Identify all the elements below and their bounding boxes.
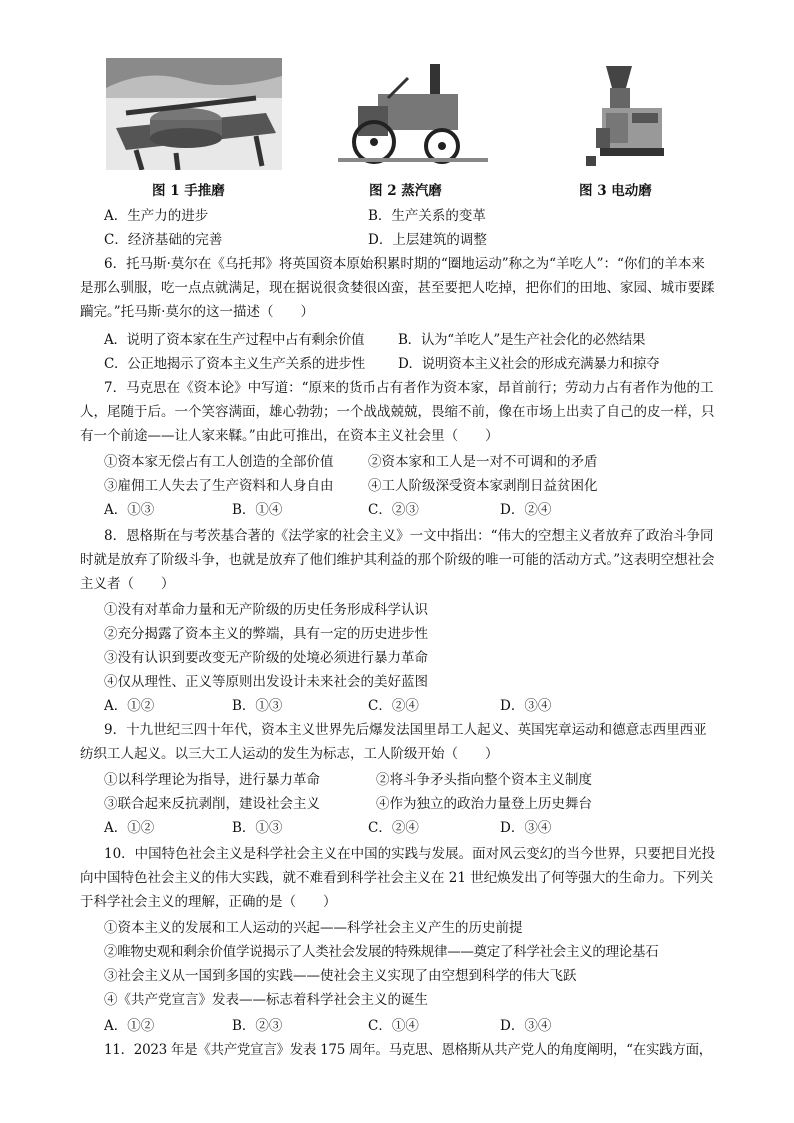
q10-option-b[interactable]: B．②③ bbox=[232, 1018, 283, 1034]
q11-stem: 11．2023 年是《共产党宣言》发表 175 周年。马克思、恩格斯从共产党人的角度阐明，“在实践方面， bbox=[104, 1042, 712, 1058]
q8-option-d[interactable]: D．③④ bbox=[500, 698, 552, 714]
q7-item-3: ③雇佣工人失去了生产资料和人身自由 bbox=[104, 478, 334, 494]
q8-item-3: ③没有认识到要改变无产阶级的处境必须进行暴力革命 bbox=[104, 650, 428, 666]
q7-stem: 7．马克思在《资本论》中写道：“原来的货币占有者作为资本家，昂首前行；劳动力占有者作为他的工人，尾随于后。一个笑容满面，雄心勃勃；一个战战兢兢，畏缩不前，像在市场上出卖了自己的皮一样，只有一个前途——让人家来鞣。”由此可推出，在资本主义社会里（ ） bbox=[80, 380, 715, 444]
q10-option-d[interactable]: D．③④ bbox=[500, 1018, 552, 1034]
q5-option-a[interactable]: A．生产力的进步 bbox=[104, 208, 209, 224]
q9-item-3: ③联合起来反抗剥削，建设社会主义 bbox=[104, 796, 320, 812]
q5-option-c[interactable]: C．经济基础的完善 bbox=[104, 232, 223, 248]
q8-option-b[interactable]: B．①③ bbox=[232, 698, 283, 714]
q5-option-d[interactable]: D．上层建筑的调整 bbox=[368, 232, 487, 248]
q7-option-b[interactable]: B．①④ bbox=[232, 502, 283, 518]
figure-2-steam-mill bbox=[338, 58, 488, 170]
q6-option-a[interactable]: A．说明了资本家在生产过程中占有剩余价值 bbox=[104, 332, 365, 348]
q6-option-d[interactable]: D．说明资本主义社会的形成充满暴力和掠夺 bbox=[398, 356, 660, 372]
q10-item-2: ②唯物史观和剩余价值学说揭示了人类社会发展的特殊规律——奠定了科学社会主义的理论基石 bbox=[104, 944, 659, 960]
figure-1-hand-mill bbox=[106, 58, 282, 170]
q10-item-1: ①资本主义的发展和工人运动的兴起——科学社会主义产生的历史前提 bbox=[104, 920, 523, 936]
q10-stem: 10．中国特色社会主义是科学社会主义在中国的实践与发展。面对风云变幻的当今世界，只要把目光投向中国特色社会主义的伟大实践，就不难看到科学社会主义在 21 世纪焕发出了何等强大的生命力。下列关于科学社会主义的理解，正确的是（ ） bbox=[80, 846, 716, 910]
q9-option-d[interactable]: D．③④ bbox=[500, 820, 552, 836]
q7-item-1: ①资本家无偿占有工人创造的全部价值 bbox=[104, 454, 334, 470]
figure-3-electric-mill bbox=[566, 58, 670, 170]
figure-2-caption: 图 2 蒸汽磨 bbox=[369, 183, 442, 199]
q7-item-2: ②资本家和工人是一对不可调和的矛盾 bbox=[368, 454, 598, 470]
q8-item-4: ④仅从理性、正义等原则出发设计未来社会的美好蓝图 bbox=[104, 674, 428, 690]
q10-option-a[interactable]: A．①② bbox=[104, 1018, 155, 1034]
figure-1-caption: 图 1 手推磨 bbox=[152, 183, 225, 199]
q10-item-3: ③社会主义从一国到多国的实践——使社会主义实现了由空想到科学的伟大飞跃 bbox=[104, 968, 577, 984]
q6-option-b[interactable]: B．认为“羊吃人”是生产社会化的必然结果 bbox=[398, 332, 646, 348]
q6-stem: 6．托马斯·莫尔在《乌托邦》将英国资本原始积累时期的“圈地运动”称之为“羊吃人”：“你们的羊本来是那么驯服，吃一点点就满足，现在据说很贪婪很凶蛮，甚至要把人吃掉，把你们的田地、家园、城市要蹂躏完。”托马斯·莫尔的这一描述（ ） bbox=[80, 256, 715, 320]
q9-option-c[interactable]: C．②④ bbox=[368, 820, 419, 836]
q9-item-1: ①以科学理论为指导，进行暴力革命 bbox=[104, 772, 320, 788]
q9-item-4: ④作为独立的政治力量登上历史舞台 bbox=[376, 796, 592, 812]
q8-stem: 8．恩格斯在与考茨基合著的《法学家的社会主义》一文中指出：“伟大的空想主义者放弃了政治斗争同时就是放弃了阶级斗争，也就是放弃了他们维护其利益的那个阶级的唯一可能的活动方式。”这表明空想社会主义者（ ） bbox=[80, 528, 715, 592]
q7-item-4: ④工人阶级深受资本家剥削日益贫困化 bbox=[368, 478, 598, 494]
q5-option-b[interactable]: B．生产关系的变革 bbox=[368, 208, 486, 224]
q9-option-a[interactable]: A．①② bbox=[104, 820, 155, 836]
q9-item-2: ②将斗争矛头指向整个资本主义制度 bbox=[376, 772, 592, 788]
q10-option-c[interactable]: C．①④ bbox=[368, 1018, 419, 1034]
q8-option-a[interactable]: A．①② bbox=[104, 698, 155, 714]
q7-option-a[interactable]: A．①③ bbox=[104, 502, 155, 518]
q10-item-4: ④《共产党宣言》发表——标志着科学社会主义的诞生 bbox=[104, 992, 428, 1008]
q6-option-c[interactable]: C．公正地揭示了资本主义生产关系的进步性 bbox=[104, 356, 365, 372]
q8-item-2: ②充分揭露了资本主义的弊端，具有一定的历史进步性 bbox=[104, 626, 428, 642]
q9-stem: 9．十九世纪三四十年代，资本主义世界先后爆发法国里昂工人起义、英国宪章运动和德意志西里西亚纺织工人起义。以三大工人运动的发生为标志，工人阶级开始（ ） bbox=[80, 722, 707, 762]
figure-3-caption: 图 3 电动磨 bbox=[579, 183, 652, 199]
q9-option-b[interactable]: B．①③ bbox=[232, 820, 283, 836]
q7-option-d[interactable]: D．②④ bbox=[500, 502, 552, 518]
q7-option-c[interactable]: C．②③ bbox=[368, 502, 419, 518]
q8-item-1: ①没有对革命力量和无产阶级的历史任务形成科学认识 bbox=[104, 602, 428, 618]
q8-option-c[interactable]: C．②④ bbox=[368, 698, 419, 714]
